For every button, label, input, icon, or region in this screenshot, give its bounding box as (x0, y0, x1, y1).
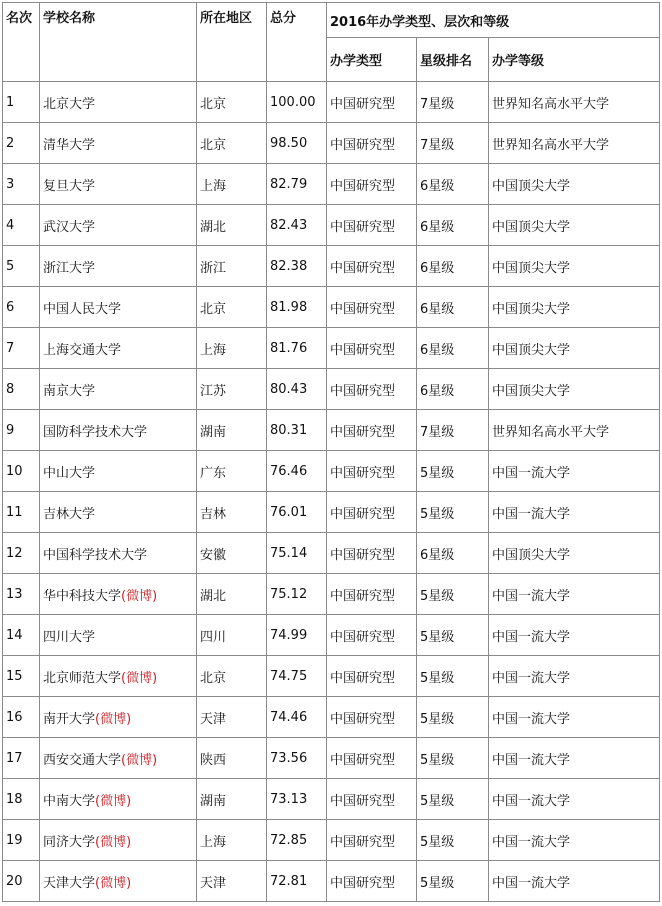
school-type-cell: 中国研究型 (327, 205, 417, 246)
table-row (3, 574, 660, 615)
score-cell: 100.00 (267, 82, 327, 123)
school-name-cell (40, 779, 197, 820)
rank-cell: 17 (3, 738, 40, 779)
star-rank-cell: 5星级 (417, 656, 489, 697)
school-name: 浙江大学 (43, 260, 96, 276)
weibo-link[interactable]: (微博) (95, 711, 132, 727)
region-cell: 上海 (197, 328, 267, 369)
score-cell: 80.43 (267, 369, 327, 410)
star-rank-cell: 6星级 (417, 328, 489, 369)
school-name-cell (40, 533, 197, 574)
school-type-cell: 中国研究型 (327, 123, 417, 164)
region-cell: 安徽 (197, 533, 267, 574)
region-cell: 上海 (197, 820, 267, 861)
score-cell: 80.31 (267, 410, 327, 451)
school-grade-cell: 中国顶尖大学 (489, 205, 660, 246)
score-cell: 82.38 (267, 246, 327, 287)
rank-cell: 16 (3, 697, 40, 738)
school-name-cell (40, 123, 197, 164)
region-cell: 北京 (197, 82, 267, 123)
school-name-cell (40, 615, 197, 656)
school-type-cell: 中国研究型 (327, 574, 417, 615)
region-cell: 四川 (197, 615, 267, 656)
school-grade-cell: 中国顶尖大学 (489, 164, 660, 205)
weibo-link[interactable]: (微博) (121, 752, 158, 768)
score-cell: 82.79 (267, 164, 327, 205)
rank-cell: 12 (3, 533, 40, 574)
school-type-cell: 中国研究型 (327, 410, 417, 451)
header-region: 所在地区 (197, 3, 267, 82)
table-row (3, 205, 660, 246)
school-grade-cell: 中国顶尖大学 (489, 287, 660, 328)
school-name: 四川大学 (43, 629, 96, 645)
table-row (3, 287, 660, 328)
score-cell: 75.14 (267, 533, 327, 574)
school-name: 国防科学技术大学 (43, 424, 148, 440)
header-school-grade: 办学等级 (489, 38, 660, 82)
region-cell: 湖南 (197, 410, 267, 451)
school-type-cell: 中国研究型 (327, 779, 417, 820)
region-cell: 北京 (197, 287, 267, 328)
rank-cell: 9 (3, 410, 40, 451)
school-name: 复旦大学 (43, 178, 96, 194)
region-cell: 吉林 (197, 492, 267, 533)
score-cell: 74.46 (267, 697, 327, 738)
score-cell: 82.43 (267, 205, 327, 246)
star-rank-cell: 5星级 (417, 615, 489, 656)
school-name-cell (40, 492, 197, 533)
school-type-cell: 中国研究型 (327, 820, 417, 861)
school-name-cell (40, 82, 197, 123)
school-name: 吉林大学 (43, 506, 96, 522)
school-grade-cell: 中国一流大学 (489, 697, 660, 738)
star-rank-cell: 5星级 (417, 574, 489, 615)
region-cell: 陕西 (197, 738, 267, 779)
weibo-link[interactable]: (微博) (121, 670, 158, 686)
school-grade-cell: 世界知名高水平大学 (489, 410, 660, 451)
table-row (3, 656, 660, 697)
school-name: 中国人民大学 (43, 301, 122, 317)
header-school-type: 办学类型 (327, 38, 417, 82)
school-type-cell: 中国研究型 (327, 82, 417, 123)
rank-cell: 11 (3, 492, 40, 533)
region-cell: 湖南 (197, 779, 267, 820)
rank-cell: 20 (3, 861, 40, 902)
school-grade-cell: 世界知名高水平大学 (489, 82, 660, 123)
region-cell: 湖北 (197, 205, 267, 246)
table-row (3, 861, 660, 902)
header-star-rank: 星级排名 (417, 38, 489, 82)
star-rank-cell: 6星级 (417, 164, 489, 205)
star-rank-cell: 5星级 (417, 779, 489, 820)
school-name: 北京大学 (43, 96, 96, 112)
table-row (3, 615, 660, 656)
score-cell: 76.46 (267, 451, 327, 492)
rank-cell: 13 (3, 574, 40, 615)
score-cell: 81.98 (267, 287, 327, 328)
table-row (3, 328, 660, 369)
school-type-cell: 中国研究型 (327, 492, 417, 533)
school-name-cell (40, 164, 197, 205)
score-cell: 75.12 (267, 574, 327, 615)
header-group-2016: 2016年办学类型、层次和等级 (327, 3, 660, 38)
school-name: 武汉大学 (43, 219, 96, 235)
star-rank-cell: 6星级 (417, 533, 489, 574)
school-name: 华中科技大学 (43, 588, 122, 604)
school-name-cell (40, 861, 197, 902)
school-name: 西安交通大学 (43, 752, 122, 768)
table-row (3, 492, 660, 533)
school-type-cell: 中国研究型 (327, 738, 417, 779)
university-ranking-table (2, 2, 660, 902)
table-row (3, 779, 660, 820)
school-name: 南京大学 (43, 383, 96, 399)
school-name: 中山大学 (43, 465, 96, 481)
region-cell: 天津 (197, 861, 267, 902)
rank-cell: 8 (3, 369, 40, 410)
school-type-cell: 中国研究型 (327, 533, 417, 574)
school-grade-cell: 中国一流大学 (489, 615, 660, 656)
rank-cell: 7 (3, 328, 40, 369)
school-name-cell (40, 574, 197, 615)
school-grade-cell: 中国一流大学 (489, 820, 660, 861)
star-rank-cell: 5星级 (417, 861, 489, 902)
school-name: 上海交通大学 (43, 342, 122, 358)
rank-cell: 5 (3, 246, 40, 287)
table-row (3, 451, 660, 492)
school-name-cell (40, 328, 197, 369)
school-name-cell (40, 697, 197, 738)
header-total-score: 总分 (267, 3, 327, 82)
score-cell: 72.85 (267, 820, 327, 861)
school-grade-cell: 中国一流大学 (489, 656, 660, 697)
table-row (3, 82, 660, 123)
score-cell: 74.75 (267, 656, 327, 697)
rank-cell: 19 (3, 820, 40, 861)
school-name-cell (40, 820, 197, 861)
school-name-cell (40, 287, 197, 328)
school-type-cell: 中国研究型 (327, 861, 417, 902)
star-rank-cell: 6星级 (417, 246, 489, 287)
school-type-cell: 中国研究型 (327, 697, 417, 738)
header-row-top (3, 3, 660, 38)
score-cell: 98.50 (267, 123, 327, 164)
weibo-link[interactable]: (微博) (95, 834, 132, 850)
school-name: 同济大学 (43, 834, 96, 850)
rank-cell: 10 (3, 451, 40, 492)
school-type-cell: 中国研究型 (327, 287, 417, 328)
score-cell: 73.56 (267, 738, 327, 779)
star-rank-cell: 5星级 (417, 492, 489, 533)
region-cell: 江苏 (197, 369, 267, 410)
school-name-cell (40, 410, 197, 451)
star-rank-cell: 7星级 (417, 410, 489, 451)
region-cell: 天津 (197, 697, 267, 738)
weibo-link[interactable]: (微博) (121, 588, 158, 604)
star-rank-cell: 5星级 (417, 738, 489, 779)
weibo-link[interactable]: (微博) (95, 793, 132, 809)
star-rank-cell: 5星级 (417, 697, 489, 738)
school-name: 清华大学 (43, 137, 96, 153)
star-rank-cell: 6星级 (417, 205, 489, 246)
star-rank-cell: 5星级 (417, 820, 489, 861)
table-row (3, 164, 660, 205)
star-rank-cell: 6星级 (417, 287, 489, 328)
school-grade-cell: 中国一流大学 (489, 861, 660, 902)
school-grade-cell: 中国一流大学 (489, 492, 660, 533)
school-grade-cell: 中国一流大学 (489, 738, 660, 779)
school-grade-cell: 中国顶尖大学 (489, 533, 660, 574)
school-type-cell: 中国研究型 (327, 369, 417, 410)
region-cell: 广东 (197, 451, 267, 492)
region-cell: 湖北 (197, 574, 267, 615)
region-cell: 上海 (197, 164, 267, 205)
score-cell: 76.01 (267, 492, 327, 533)
rank-cell: 1 (3, 82, 40, 123)
table-row (3, 738, 660, 779)
score-cell: 73.13 (267, 779, 327, 820)
region-cell: 北京 (197, 656, 267, 697)
school-type-cell: 中国研究型 (327, 615, 417, 656)
table-row (3, 697, 660, 738)
school-grade-cell: 中国一流大学 (489, 451, 660, 492)
school-grade-cell: 中国顶尖大学 (489, 246, 660, 287)
table-row (3, 410, 660, 451)
school-name: 天津大学 (43, 875, 96, 891)
school-name: 南开大学 (43, 711, 96, 727)
header-school-name: 学校名称 (40, 3, 197, 82)
school-type-cell: 中国研究型 (327, 656, 417, 697)
header-rank: 名次 (3, 3, 40, 82)
school-name-cell (40, 205, 197, 246)
rank-cell: 15 (3, 656, 40, 697)
school-type-cell: 中国研究型 (327, 164, 417, 205)
rank-cell: 14 (3, 615, 40, 656)
score-cell: 74.99 (267, 615, 327, 656)
star-rank-cell: 6星级 (417, 369, 489, 410)
table-row (3, 820, 660, 861)
region-cell: 北京 (197, 123, 267, 164)
school-grade-cell: 中国一流大学 (489, 779, 660, 820)
school-grade-cell: 世界知名高水平大学 (489, 123, 660, 164)
rank-cell: 18 (3, 779, 40, 820)
school-name: 中国科学技术大学 (43, 547, 148, 563)
rank-cell: 2 (3, 123, 40, 164)
school-name: 中南大学 (43, 793, 96, 809)
school-grade-cell: 中国顶尖大学 (489, 328, 660, 369)
school-type-cell: 中国研究型 (327, 246, 417, 287)
table-row (3, 533, 660, 574)
school-name-cell (40, 369, 197, 410)
table-row (3, 123, 660, 164)
school-type-cell: 中国研究型 (327, 451, 417, 492)
school-name-cell (40, 656, 197, 697)
school-grade-cell: 中国一流大学 (489, 574, 660, 615)
school-type-cell: 中国研究型 (327, 328, 417, 369)
table-row (3, 369, 660, 410)
star-rank-cell: 5星级 (417, 451, 489, 492)
star-rank-cell: 7星级 (417, 123, 489, 164)
region-cell: 浙江 (197, 246, 267, 287)
table-row (3, 246, 660, 287)
school-name-cell (40, 738, 197, 779)
school-name-cell (40, 451, 197, 492)
score-cell: 81.76 (267, 328, 327, 369)
rank-cell: 3 (3, 164, 40, 205)
school-name: 北京师范大学 (43, 670, 122, 686)
star-rank-cell: 7星级 (417, 82, 489, 123)
school-grade-cell: 中国顶尖大学 (489, 369, 660, 410)
score-cell: 72.81 (267, 861, 327, 902)
rank-cell: 4 (3, 205, 40, 246)
weibo-link[interactable]: (微博) (95, 875, 132, 891)
rank-cell: 6 (3, 287, 40, 328)
school-name-cell (40, 246, 197, 287)
